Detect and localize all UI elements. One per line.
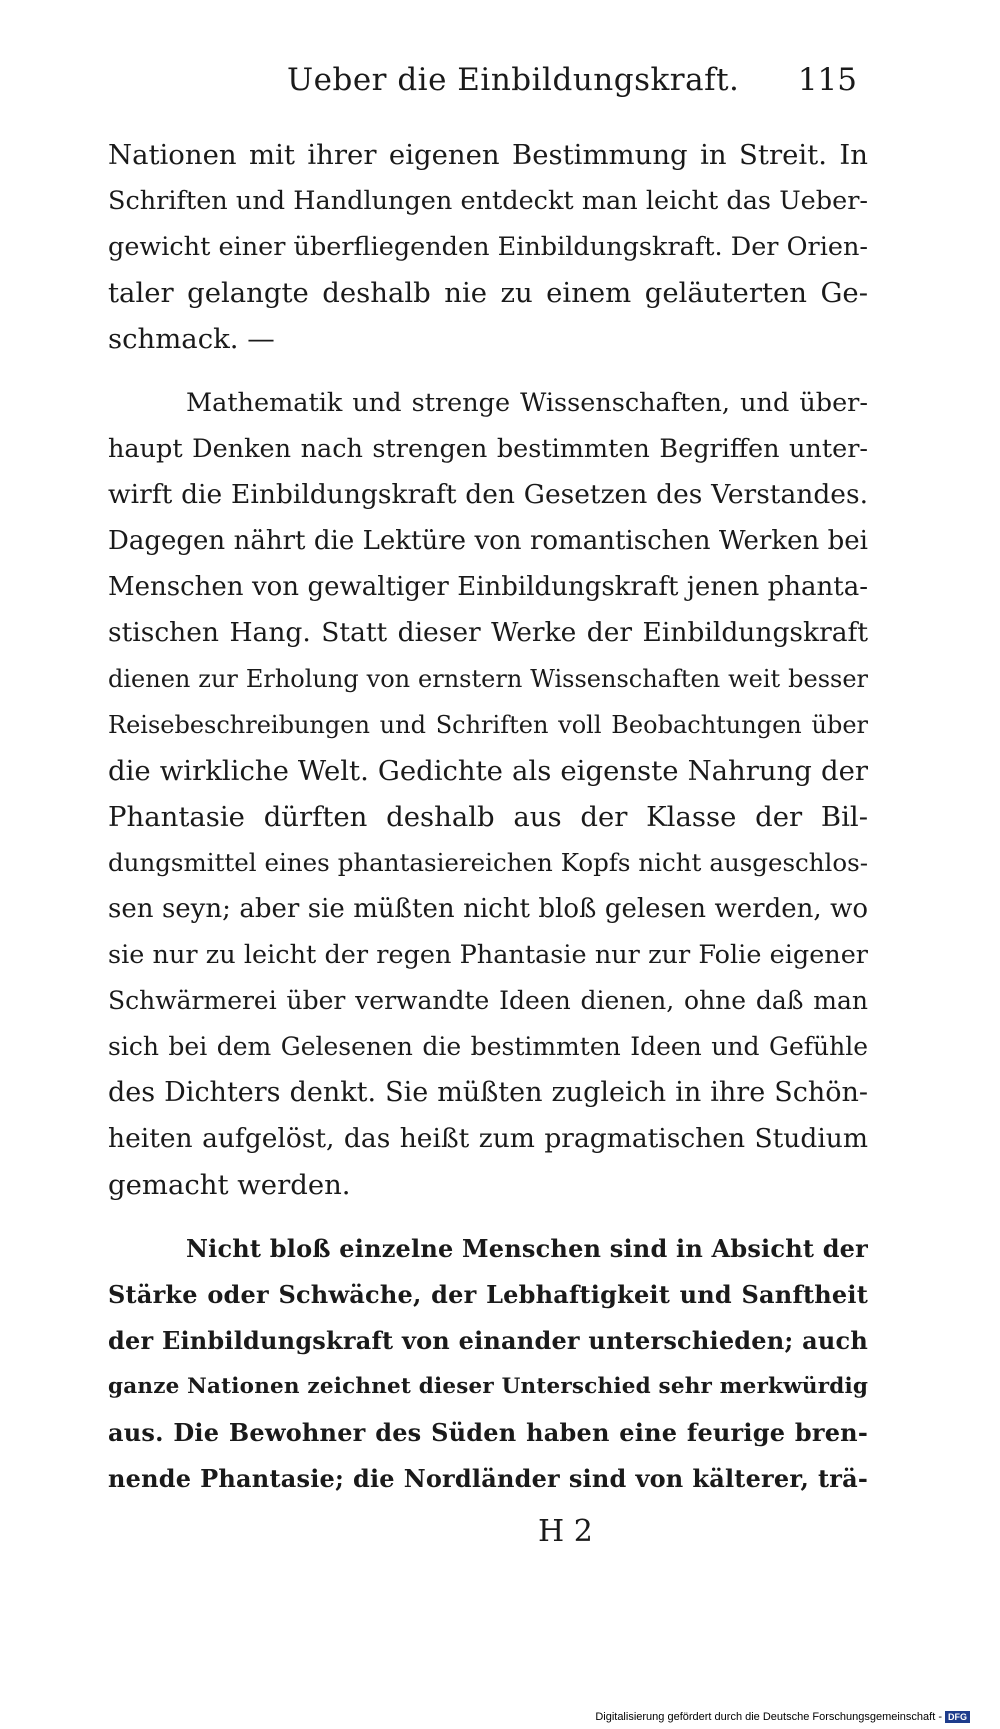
text-line: Schriften und Handlungen entdeckt man leicht das Ueber- — [108, 186, 868, 216]
text-line: Nicht bloß einzelne Menschen sind in Absicht der — [186, 1234, 868, 1263]
body-text — [108, 132, 868, 1502]
paragraph-gap — [108, 1208, 868, 1226]
text-line: schmack. — — [108, 323, 275, 355]
text-line: Schwärmerei über verwandte Ideen dienen, ohne daß man — [108, 986, 868, 1015]
text-line: Phantasie dürften deshalb aus der Klasse der Bil- — [108, 801, 868, 833]
text-line: ganze Nationen zeichnet dieser Unterschied sehr merkwürdig — [108, 1374, 868, 1399]
text-line: der Einbildungskraft von einander unterschieden; auch — [108, 1326, 868, 1355]
running-head — [112, 62, 857, 102]
text-line: Dagegen nährt die Lektüre von romantischen Werken bei — [108, 526, 868, 556]
digitization-footer — [595, 1711, 970, 1723]
text-line: aus. Die Bewohner des Süden haben eine feurige bren- — [108, 1418, 868, 1447]
running-title: Ueber die Einbildungskraft. — [287, 62, 740, 98]
paragraph-3 — [108, 1226, 868, 1502]
text-line: Menschen von gewaltiger Einbildungskraft jenen phanta- — [108, 572, 868, 602]
text-line: Mathematik und strenge Wissenschaften, und über- — [186, 388, 868, 418]
text-line: Reisebeschreibungen und Schriften voll Beobachtungen über — [108, 711, 868, 739]
text-line: heiten aufgelöst, das heißt zum pragmatischen Studium — [108, 1123, 868, 1154]
text-line: haupt Denken nach strengen bestimmten Begriffen unter- — [108, 434, 868, 464]
paragraph-2 — [108, 380, 868, 1208]
paragraph-gap — [108, 362, 868, 380]
text-line: dienen zur Erholung von ernstern Wissenschaften weit besser — [108, 665, 868, 693]
text-line: die wirkliche Welt. Gedichte als eigenste Nahrung der — [108, 755, 868, 787]
paragraph-1 — [108, 132, 868, 362]
text-line: taler gelangte deshalb nie zu einem geläuterten Ge- — [108, 277, 868, 309]
text-line: wirft die Einbildungskraft den Gesetzen des Verstandes. — [108, 479, 868, 510]
text-line: dungsmittel eines phantasiereichen Kopfs nicht ausgeschlos- — [108, 848, 868, 877]
text-line: sich bei dem Gelesenen die bestimmten Ideen und Gefühle — [108, 1032, 868, 1061]
text-line: Nationen mit ihrer eigenen Bestimmung in Streit. In — [108, 139, 868, 171]
footer-text: Digitalisierung gefördert durch die Deutsche Forschungsgemeinschaft - — [595, 1710, 942, 1723]
text-line: gewicht einer überfliegenden Einbildungskraft. Der Orien- — [108, 232, 868, 262]
text-line: des Dichters denkt. Sie müßten zugleich in ihre Schön- — [108, 1077, 868, 1108]
page-number: 115 — [797, 62, 857, 98]
text-line: stischen Hang. Statt dieser Werke der Einbildungskraft — [108, 617, 868, 648]
text-line: Stärke oder Schwäche, der Lebhaftigkeit und Sanftheit — [108, 1280, 868, 1309]
text-line: gemacht werden. — [108, 1169, 351, 1201]
signature-mark: H 2 — [538, 1514, 593, 1549]
text-line: sie nur zu leicht der regen Phantasie nur zur Folie eigener — [108, 940, 868, 970]
text-line: sen seyn; aber sie müßten nicht bloß gelesen werden, wo — [108, 894, 868, 924]
dfg-logo: DFG — [945, 1711, 970, 1723]
text-line: nende Phantasie; die Nordländer sind von kälterer, trä- — [108, 1464, 868, 1493]
